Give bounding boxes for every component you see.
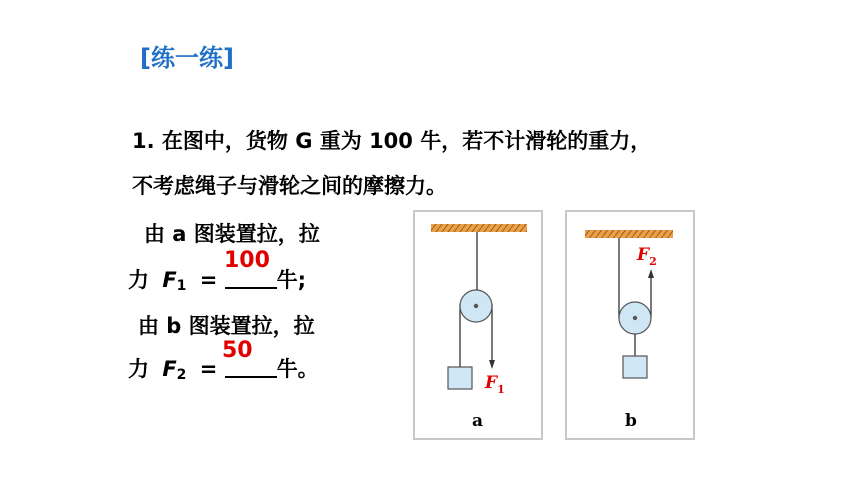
movable-pulley-diagram [567,212,693,438]
force-label-f1: $F_1$ [485,373,505,396]
figure-label-a: a [472,411,484,431]
question-a-line: 由 a 图装置拉，拉 [144,222,320,246]
force-label-f2: $F_2$ [637,245,657,268]
force-symbol: F [162,357,177,381]
force-symbol: F [162,268,177,292]
force-label: 力 [128,357,149,381]
pulley-axle [633,316,637,320]
unit-label: 牛。 [276,357,319,381]
question-b-line: 由 b 图装置拉，拉 [138,314,315,338]
force-arrow [648,269,654,278]
pulley-axle [474,304,478,308]
cargo-block [448,367,472,389]
equals-sign: = [199,357,218,381]
ceiling [585,230,673,238]
equals-sign: = [199,268,218,292]
force-subscript: 2 [176,367,187,383]
answer-a-line [128,264,306,294]
unit-label: 牛; [276,268,307,292]
answer-b: 50 [222,338,253,363]
figure-label-b: b [625,411,637,431]
cargo-block [623,356,647,378]
fixed-pulley-diagram [415,212,541,438]
question-line-1: 1. 在图中，货物 G 重为 100 牛，若不计滑轮的重力， [132,129,652,153]
ceiling [431,224,527,232]
force-label: 力 [128,268,149,292]
question-line-2: 不考虑绳子与滑轮之间的摩擦力。 [132,174,447,198]
answer-a: 100 [224,248,270,273]
force-arrow [489,360,495,369]
figure-a-panel [413,210,543,440]
figure-b-panel [565,210,695,440]
force-subscript: 1 [176,278,187,294]
section-title: [练一练] [140,44,234,72]
